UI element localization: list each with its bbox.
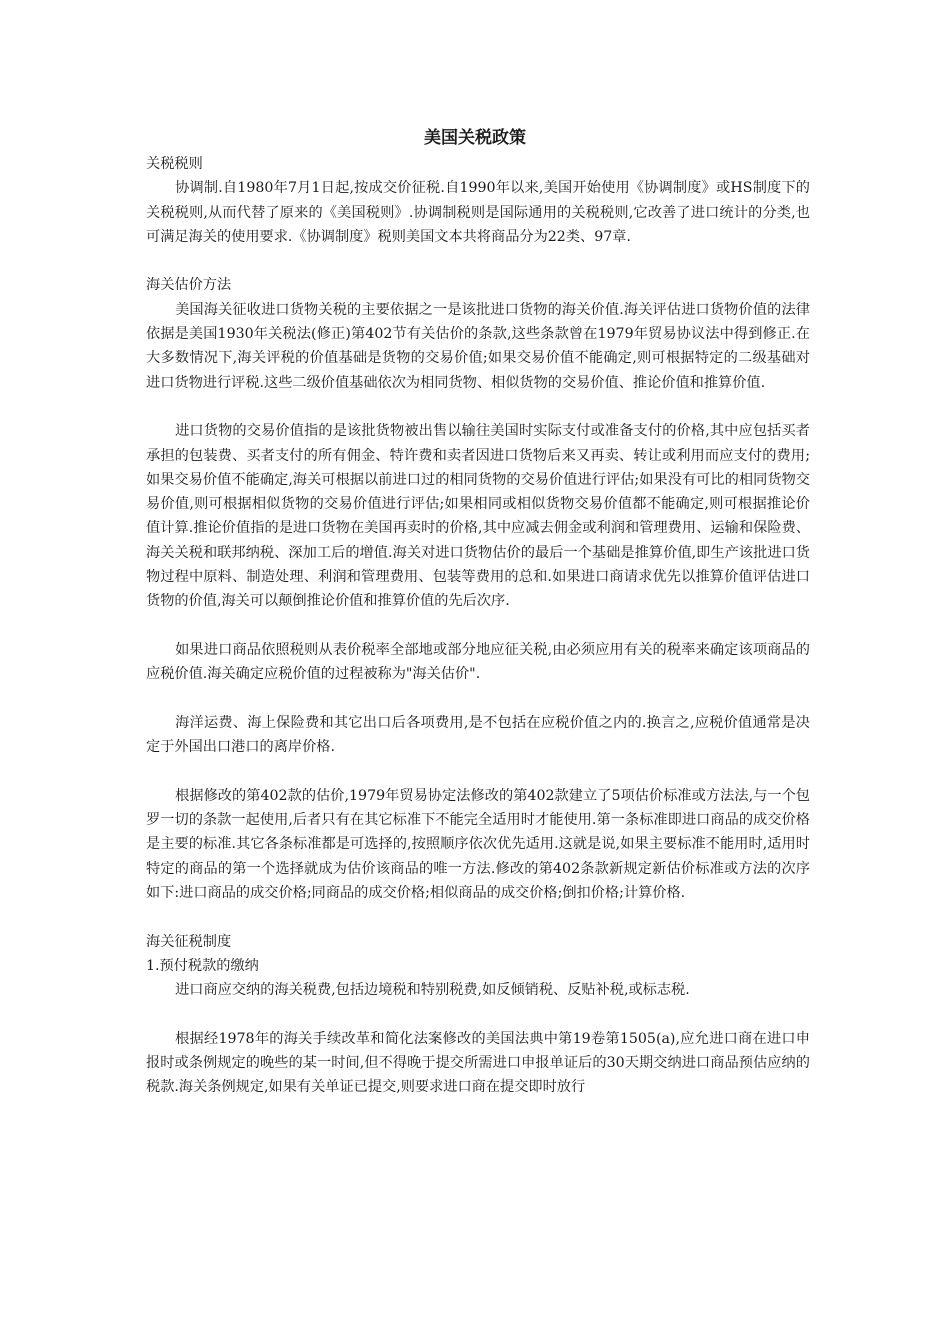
paragraph-freight-exclusion: 海洋运费、海上保险费和其它出口后各项费用,是不包括在应税价值之内的.换言之,应税价值通常是决定于外国出口港口的离岸价格. — [146, 714, 810, 756]
paragraph-spacer — [146, 249, 810, 273]
paragraph-spacer — [146, 614, 810, 638]
section-heading-duty-collection: 海关征税制度 — [146, 933, 232, 950]
paragraph-payment-deadline: 根据经1978年的海关手续改革和简化法案修改的美国法典中第19卷第1505(a),应允进口商在进口申报时或条例规定的晚些的某一时间,但不得晚于提交所需进口申报单证后的30天期交纳进口商品预估应纳的税款.海关条例规定,如果有关单证已提交,则要求进口商在提交即时放行 — [146, 1030, 810, 1096]
paragraph-valuation-order: 根据修改的第402款的估价,1979年贸易协定法修改的第402款建立了5项估价标准或方法法,与一个包罗一切的条款一起使用,后者只有在其它标准下不能完全适用时才能使用.第一条标准即进口商品的成交价格是主要的标准.其它各条标准都是可选择的,按照顺序依次优先适用.这就是说,如果主要标准不能用时,适用时特定的商品的第一个选择就成为估价该商品的唯一方法.修改的第402条款新规定新估价标准或方法的次序如下:进口商品的成交价格;同商品的成交价格;相似商品的成交价格;倒扣价格;计算价格. — [146, 787, 810, 901]
document-title: 美国关税政策 — [424, 128, 526, 148]
paragraph-tariff-schedule: 协调制.自1980年7月1日起,按成交价征税.自1990年以来,美国开始使用《协调制度》或HS制度下的关税税则,从而代替了原来的《美国税则》.协调制税则是国际通用的关税税则,它改善了进口统计的分类,也可满足海关的使用要求.《协调制度》税则美国文本共将商品分为22类、97章. — [146, 180, 810, 245]
paragraph-spacer — [146, 395, 810, 419]
section-heading-customs-valuation: 海关估价方法 — [146, 277, 232, 294]
paragraph-spacer — [146, 759, 810, 783]
paragraph-dutiable-value: 如果进口商品依照税则从表价税率全部地或部分地应征关税,由必须应用有关的税率来确定该项商品的应税价值.海关确定应税价值的过程被称为"海关估价". — [146, 641, 810, 683]
paragraph-valuation-basis: 美国海关征收进口货物关税的主要依据之一是该批进口货物的海关价值.海关评估进口货物价值的法律依据是美国1930年关税法(修正)第402节有关估价的条款,这些条款曾在1979年贸易协议法中得到修正.在大多数情况下,海关评税的价值基础是货物的交易价值;如果交易价值不能确定,则可根据特定的二级基础对进口货物进行评税.这些二级价值基础依次为相同货物、相似货物的交易价值、推论价值和推算价值. — [146, 301, 810, 391]
paragraph-spacer — [146, 905, 810, 929]
subsection-heading-prepayment: 1.预付税款的缴纳 — [146, 957, 259, 974]
paragraph-spacer — [146, 1002, 810, 1026]
section-heading-tariff-schedule: 关税税则 — [146, 156, 203, 172]
paragraph-duties-payable: 进口商应交纳的海关税费,包括边境税和特别税费,如反倾销税、反贴补税,或标志税. — [175, 982, 690, 999]
paragraph-transaction-value: 进口货物的交易价值指的是该批货物被出售以输往美国时实际支付或准备支付的价格,其中应包括买者承担的包装费、买者支付的所有佣金、特许费和卖者因进口货物后来又再卖、转让或利用而应支付的费用;如果交易价值不能确定,海关可根据以前进口过的相同货物的交易价值进行评估;如果没有可比的相同货物交易价值,则可根据相似货物的交易价值进行评估;如果相同或相似货物交易价值都不能确定,则可根据推论价值计算.推论价值指的是进口货物在美国再卖时的价格,其中应减去佣金或利润和管理费用、运输和保险费、海关关税和联邦纳税、深加工后的增值.海关对进口货物估价的最后一个基础是推算价值,即生产该批进口货物过程中原料、制造处理、利润和管理费用、包装等费用的总和.如果进口商请求优先以推算价值评估进口货物的价值,海关可以颠倒推论价值和推算价值的先后次序. — [146, 423, 810, 610]
document-body — [146, 152, 810, 1100]
paragraph-spacer — [146, 687, 810, 711]
